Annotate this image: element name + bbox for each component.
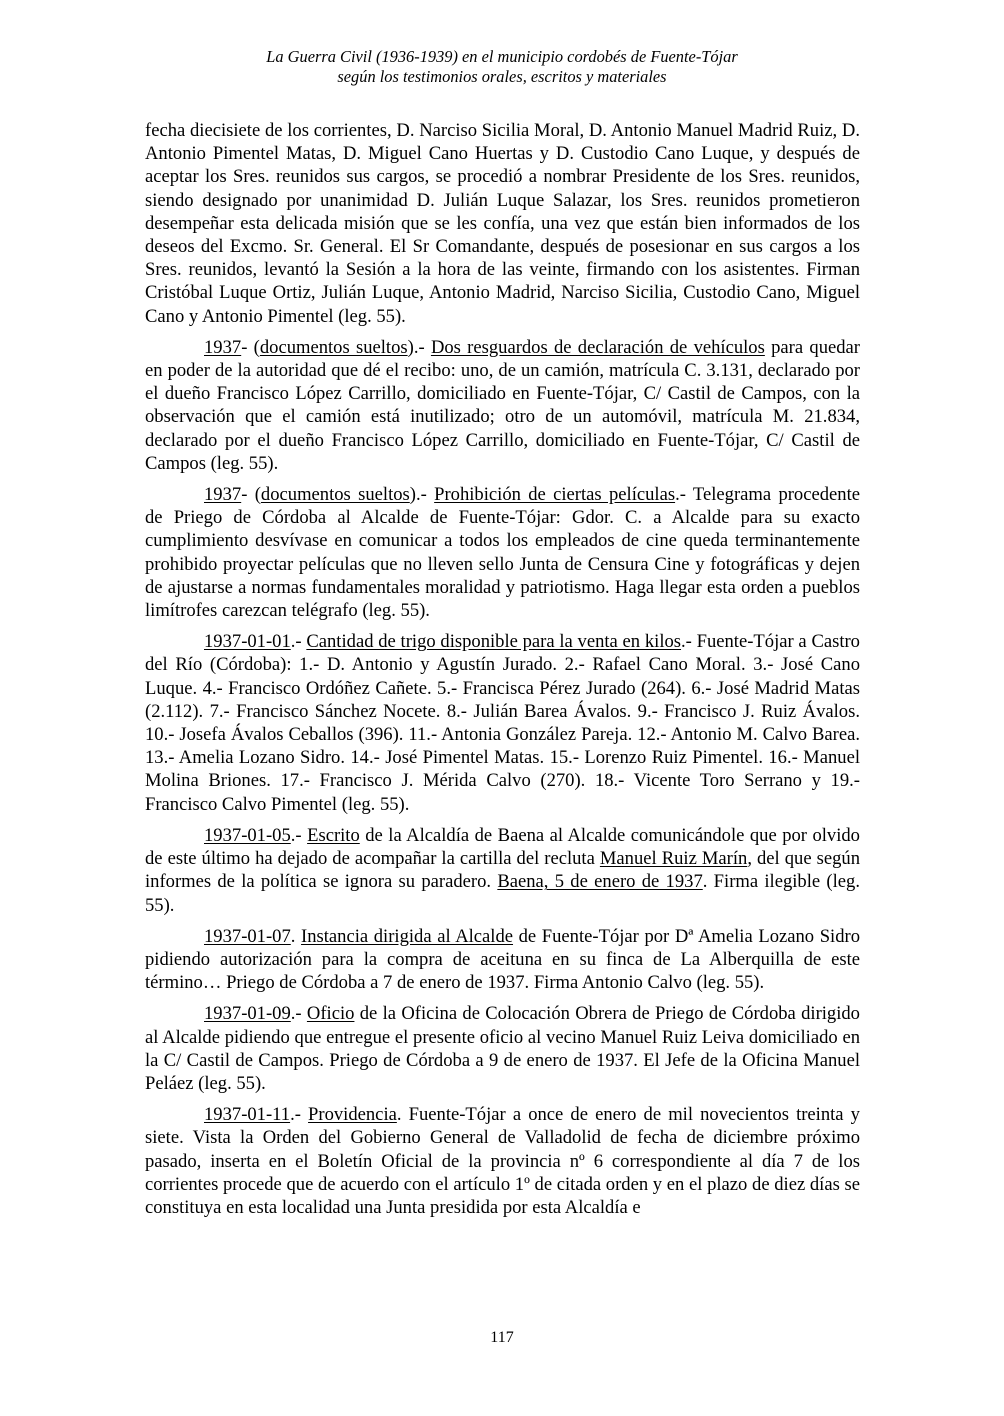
entry-paragraph	[145, 925, 860, 995]
entry-date: 1937-01-01	[204, 631, 291, 653]
entry-date: 1937	[204, 484, 242, 506]
entry-text: .- Fuente-Tójar a Castro del Río (Córdoba): 1.- D. Antonio y Agustín Jurado. 2.- Rafael Cano Moral. 3.- José Cano Luque. 4.- Francisco Ordóñez Cañete. 5.- Francisca Pérez Jurado (264). 6.- José Madrid Matas (2.112). 7.- Francisco Sánchez Nocete. 8.- Julián Barea Ávalos. 9.- Francisco J. Ruiz Ávalos. 10.- Josefa Ávalos Ceballos (396). 11.- Antonia González Pareja. 12.- Antonio M. Calvo Barea. 13.- Amelia Lozano Sidro. 14.- José Pimentel Matas. 15.- Lorenzo Ruiz Pimentel. 16.- Manuel Molina Briones. 17.- Francisco J. Mérida Calvo (270). 18.- Vicente Toro Serrano y 19.- Francisco Calvo Pimentel (leg. 55).	[145, 631, 860, 815]
entry-date: 1937-01-09	[204, 1003, 291, 1025]
entry-date: 1937	[204, 336, 242, 358]
entry-separator: ).-	[409, 484, 435, 506]
entry-subject: Escrito	[307, 824, 360, 846]
entry-subject: Prohibición de ciertas películas	[434, 484, 676, 506]
entry-separator: .	[290, 925, 302, 947]
entry-paragraph	[145, 336, 860, 475]
header-title-line-2: según los testimonios orales, escritos y materiales	[337, 67, 667, 86]
entry-source: documentos sueltos	[259, 336, 408, 358]
entry-subject: Cantidad de trigo disponible para la venta en kilos	[306, 631, 682, 653]
entry-separator: .-	[290, 631, 307, 653]
entry-paragraph	[145, 824, 860, 917]
entry-person-name: Manuel Ruiz Marín	[599, 848, 748, 870]
entry-text: de Fuente-Tójar por Dª Amelia Lozano Sidro pidiendo autorización para la compra de aceituna en su finca de La Alberquilla de este término… Priego de Córdoba a 7 de enero de 1937. Firma Antonio Calvo (leg. 55).	[145, 925, 860, 994]
entry-separator: .-	[290, 824, 308, 846]
entry-paragraph	[145, 1103, 860, 1219]
entry-text: para quedar en poder de la autoridad que dé el recibo: uno, de un camión, matrícula C. 3.131, declarado por el dueño Francisco López Carrillo, domiciliado en Fuente-Tójar, C/ Castil de Campos, con la observación que el camión está inutilizado; otro de un automóvil, matrícula M. 21.834, declarado por el dueño Francisco López Carrillo, domiciliado en Fuente-Tójar, C/ Castil de Campos (leg. 55).	[145, 336, 860, 474]
entry-paragraph	[145, 483, 860, 622]
page-body	[145, 119, 860, 1227]
entry-subject: Providencia	[308, 1104, 397, 1126]
entry-source: documentos sueltos	[260, 484, 410, 506]
entry-text: de la Alcaldía de Baena al Alcalde comunicándole que por olvido de este último ha dejado de acompañar la cartilla del recluta	[145, 824, 860, 870]
entry-separator: - (	[241, 336, 260, 358]
entry-paragraph	[145, 630, 860, 816]
paragraph-continuation	[145, 119, 860, 328]
entry-text: . Fuente-Tójar a once de enero de mil novecientos treinta y siete. Vista la Orden del Gobierno General de Valladolid de fecha de diciembre próximo pasado, inserta en el Boletín Oficial de la provincia nº 6 correspondiente al día 7 de los corrientes procede que de acuerdo con el artículo 1º de citada orden y en el plazo de diez días se constituya en esta localidad una Junta presidida por esta Alcaldía e	[145, 1104, 860, 1218]
header-title-line-1: La Guerra Civil (1936-1939) en el municipio cordobés de Fuente-Tójar	[266, 47, 738, 66]
entry-date: 1937-01-11	[204, 1104, 291, 1126]
entry-text: . Firma ilegible (leg. 55).	[145, 871, 860, 916]
entry-text: de la Oficina de Colocación Obrera de Priego de Córdoba dirigido al Alcalde pidiendo que entregue el presente oficio al vecino Manuel Ruiz Leiva domiciliado en la C/ Castil de Campos. Priego de Córdoba a 9 de enero de 1937. El Jefe de la Oficina Manuel Peláez (leg. 55).	[145, 1003, 860, 1094]
entry-separator: ).-	[407, 336, 431, 358]
entry-separator: .-	[290, 1003, 307, 1025]
entry-date: 1937-01-07	[204, 925, 291, 947]
entry-subject: Oficio	[306, 1003, 355, 1025]
page-number: 117	[490, 1329, 514, 1346]
entry-text: .- Telegrama procedente de Priego de Córdoba al Alcalde de Fuente-Tójar: Gdor. C. a Alcalde para su exacto cumplimiento desvívase en comunicar a todos los empleados de cine queda terminantemente prohibido proyectar películas que no lleven sello Junta de Censura Cine y fotográficas y dejen de ajustarse a normas fundamentales moralidad y patriotismo. Haga llegar esta orden a pueblos limítrofes carezcan telégrafo (leg. 55).	[145, 484, 860, 622]
running-header	[0, 47, 1004, 87]
entry-subject: Instancia dirigida al Alcalde	[301, 925, 514, 947]
entry-separator: - (	[241, 484, 261, 506]
entry-paragraph	[145, 1002, 860, 1095]
entry-place-date: Baena, 5 de enero de 1937	[497, 871, 703, 893]
entry-subject: Dos resguardos de declaración de vehículos	[430, 336, 765, 358]
paragraph-text: fecha diecisiete de los corrientes, D. Narciso Sicilia Moral, D. Antonio Manuel Madrid Ruiz, D. Antonio Pimentel Matas, D. Miguel Cano Huertas y D. Custodio Cano Luque, y después de aceptar los Sres. reunidos sus cargos, se procedió a nombrar Presidente de los Sres. reunidos, siendo designado por unanimidad D. Julián Luque Salazar, los Sres. reunidos prometieron desempeñar esta delicada misión que se les confía, una vez que están bien informados de los deseos del Excmo. Sr. General. El Sr Comandante, después de posesionar en sus cargos a los Sres. reunidos, levantó la Sesión a la hora de las veinte, firmando con los asistentes. Firman Cristóbal Luque Ortiz, Julián Luque, Antonio Madrid, Narciso Sicilia, Custodio Cano, Miguel Cano y Antonio Pimentel (leg. 55).	[145, 120, 860, 327]
entry-separator: .-	[290, 1104, 309, 1126]
entry-date: 1937-01-05	[204, 824, 291, 846]
entry-text: , del que según informes de la política se ignora su paradero.	[145, 848, 860, 893]
